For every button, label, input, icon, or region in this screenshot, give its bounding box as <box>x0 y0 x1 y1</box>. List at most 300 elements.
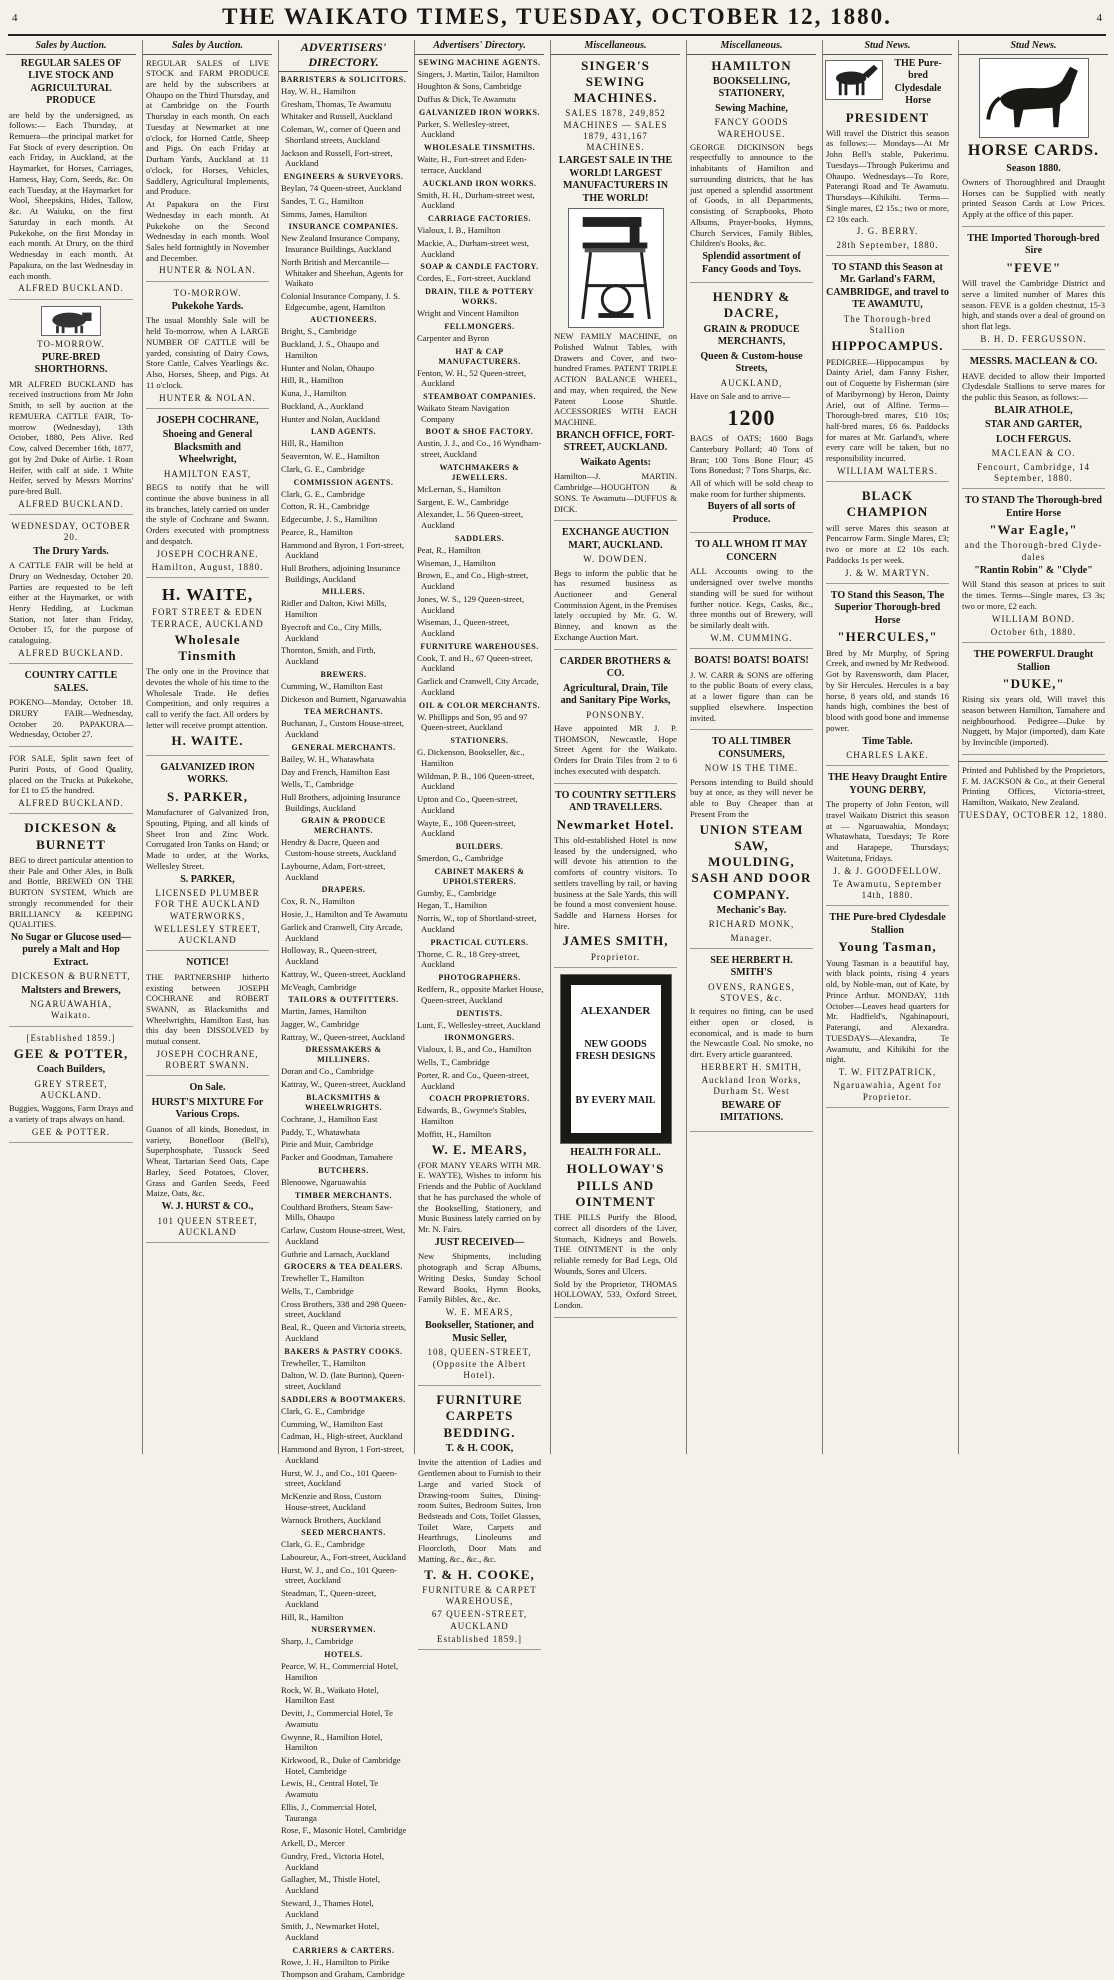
directory-category: SADDLERS & BOOTMAKERS. <box>281 1394 406 1404</box>
directory-category: BAKERS & PASTRY COOKS. <box>284 1346 403 1356</box>
ad-subtitle: HURST'S MIXTURE For Various Crops. <box>151 1096 264 1121</box>
alexander-badge-icon <box>560 974 672 1144</box>
page-number-left: 4 <box>12 12 18 24</box>
ad-subtitle: Shoeing and General Blacksmith and Wheelwright, <box>162 429 253 466</box>
ad-joseph-cochrane <box>146 415 269 578</box>
directory-entry: Buckland, J. S., Ohaupo and Hamilton <box>281 339 379 360</box>
ad-name-2: STAR AND GARTER, <box>985 419 1082 431</box>
ad-kicker: TO-MORROW. <box>173 287 242 298</box>
ad-place: HAMILTON <box>711 57 792 73</box>
directory-entry: Kattray, W., Queen-street, Auckland <box>281 1079 406 1090</box>
directory-entry: Doran and Co., Cambridge <box>281 1066 374 1077</box>
ad-to-all-whom <box>690 539 813 649</box>
ad-hippocampus <box>826 262 949 482</box>
ad-body: J. W. CARR & SONS are offering to the public Boats of every class, at a lower figure than can be supplied elsewhere. Inspection invited. <box>690 669 813 723</box>
directory-category: SEWING MACHINE AGENTS. <box>418 57 541 67</box>
directory-entry: Carlaw, Custom House-street, West, Auckland <box>281 1225 406 1246</box>
ad-drury-yards <box>9 521 133 664</box>
directory-category: BLACKSMITHS & WHEELWRIGHTS. <box>304 1092 383 1112</box>
badge-name: ALEXANDER <box>580 1004 651 1017</box>
ad-pukekohe-yards <box>146 288 269 409</box>
directory-entry: Hill, R., Hamilton <box>281 438 344 449</box>
ad-maclean <box>962 356 1105 489</box>
ad-title: BLACK CHAMPION <box>846 488 929 520</box>
ad-signature: DICKESON & BURNETT, <box>11 971 131 982</box>
ad-signature: WILLIAM WALTERS. <box>837 465 938 476</box>
ad-body: Rising six years old, Will travel this season between Hamilton, Tamahere and neighbourhood. Pedigree—Duke by Nuggett, by Major (imported), dam Kate by Invincible (imported). <box>962 694 1105 748</box>
directory-entry: Colonial Insurance Company, J. S. Edgecumbe, agent, Hamilton <box>281 291 401 312</box>
column-2 <box>142 40 272 1454</box>
ad-signature: W. J. HURST & CO., <box>161 1201 254 1213</box>
directory-entry: Hurst, W. J., and Co., 101 Queen-street, Auckland <box>281 1564 398 1586</box>
badge-goods: NEW GOODS FRESH DESIGNS <box>575 1038 656 1063</box>
ad-title: THE Imported Thorough-bred Sire <box>967 232 1100 257</box>
ad-address: Auckland Iron Works, Durham St. West <box>701 1075 802 1097</box>
ad-role: Bookseller, Stationer, and Music Seller, <box>425 1320 534 1344</box>
ad-body: It requires no fitting, can be used either open or closed, is economical, and is made to burn the Newcastle Coal. No smoke, no dirt. Every article guaranteed. <box>690 1006 813 1060</box>
directory-category: AUCTIONEERS. <box>310 315 377 325</box>
ad-place: PONSONBY. <box>586 709 645 720</box>
ad-footer: Buyers of all sorts of Produce. <box>707 501 796 525</box>
ad-body: BEGS to notify that he will continue the above business in all its branches, lately carried on under the style of Cochrane and Swann. Orders executed with promptness and despatch. <box>146 482 269 546</box>
directory-entry: Parker, S. Wellesley-street, Auckland <box>417 118 510 140</box>
printer-imprint: Printed and Published by the Proprietors, F. M. JACKSON & Co., at their General Printing Offices, Victoria-street, Hamilton, Waikato, New Zealand. <box>962 764 1105 808</box>
ad-feve <box>962 233 1105 350</box>
directory-category: DRAIN, TILE & POTTERY WORKS. <box>425 287 534 307</box>
ad-carder-brothers <box>554 656 677 784</box>
directory-entry: Byecroft and Co., City Mills, Auckland <box>281 621 382 643</box>
ad-kicker: WEDNESDAY, OCTOBER 20. <box>11 521 131 543</box>
directory-entry: Trewheller T., Hamilton <box>281 1273 364 1284</box>
ad-title: The Drury Yards. <box>33 545 109 557</box>
directory-entry: Wiseman, J., Hamilton <box>417 557 496 568</box>
ad-body: REGULAR SALES of LIVE STOCK and FARM PRODUCE are held by the subscribers at Ohaupo on the Third Thursday, and at Cambridge on the Fourth Thursday in each month. On each Tuesday at Newmarket at one o'clock, for Horned Cattle, Sheep and Pigs. On each Friday at Durham Yards, Auckland at 11 o'clock, for Horses, Vehicles, Saddlery, Agricultural Implements, and Produce. <box>146 57 269 197</box>
ad-body: Young Tasman is a beautiful bay, with black points, rising 4 years old, by Noble-man, out of Kate, by Prince Arthur. MONDAY, 11th October—Leaves head quarters for Mr. Hadfield's, Ngahinapouri, Paterangi, and Alexandra. TUESDAYS—Alexandra, Te Awamutu, and Kihikihi for the night. <box>826 957 949 1065</box>
ad-title: THE POWERFUL Draught Stallion <box>973 649 1094 673</box>
section-heading-directory-cont: Advertisers' Directory. <box>415 40 544 55</box>
directory-entry: Simms, James, Hamilton <box>281 208 367 219</box>
ad-title: DICKESON & BURNETT <box>24 820 118 852</box>
column-7 <box>822 40 952 1454</box>
directory-entry: Hendry & Dacre, Queen and Custom-house streets, Auckland <box>281 837 396 859</box>
ad-signature: GEE & POTTER. <box>31 1126 111 1137</box>
directory-category: INSURANCE COMPANIES. <box>288 222 399 232</box>
directory-category: DRESSMAKERS & MILLINERS. <box>305 1045 382 1065</box>
directory-entry: McKenzie and Ross, Custom House-street, Auckland <box>281 1491 382 1512</box>
ad-place: HAMILTON EAST, <box>163 468 252 479</box>
directory-entry: Alexander, L. 56 Queen-street, Auckland <box>417 509 524 531</box>
ad-city: AUCKLAND, <box>720 377 783 388</box>
ad-place: WELLESLEY STREET, AUCKLAND <box>154 923 261 946</box>
directory-entry: Cadman, H., High-street, Auckland <box>281 1431 403 1442</box>
divider <box>959 761 1108 762</box>
directory-category: CARRIERS & CARTERS. <box>292 1945 395 1955</box>
directory-list <box>279 75 408 1980</box>
directory-entry: Wayte, E., 108 Queen-street, Auckland <box>417 817 516 839</box>
ad-stats: SALES 1878, 249,852 MACHINES — SALES 1879, 431,167 MACHINES. <box>563 108 668 152</box>
ad-signature: CHARLES LAKE. <box>846 750 929 761</box>
ad-body: MR ALFRED BUCKLAND has received instructions from Mr John Smith, to sell by auction at the REMUERA CATTLE FAIR, To-morrow (Wednesday), 13th October, 1880, Pets Alive. Red Cow, calved December 16th, 1877, got by 2nd Duke of Airlie. 1 Roan Heifer, with calf at side. 1 White Heifer, served by Messrs Morrins' pure-bred Bull. <box>9 378 133 497</box>
directory-entry: Wells, T., Cambridge <box>417 1057 490 1068</box>
directory-category: GENERAL MERCHANTS. <box>291 742 396 752</box>
ad-signature: T. & H. COOKE, <box>424 1566 535 1582</box>
directory-entry: Moffitt, H., Hamilton <box>417 1128 492 1139</box>
ad-signature: H. WAITE. <box>171 732 244 748</box>
ad-address: 67 QUEEN-STREET, AUCKLAND <box>431 1609 528 1631</box>
ad-signature: HERBERT H. SMITH, <box>701 1061 802 1072</box>
directory-category: DRAPERS. <box>321 885 366 895</box>
ad-title: TO COUNTRY SETTLERS AND TRAVELLERS. <box>555 789 676 814</box>
ad-title: TO STAND The Thorough-bred Entire Horse <box>965 495 1102 519</box>
directory-category: WATCHMAKERS & JEWELLERS. <box>439 462 520 482</box>
ad-kicker: GALVANIZED IRON WORKS. <box>160 761 255 786</box>
directory-entry: Thornton, Smith, and Firth, Auckland <box>281 645 376 667</box>
directory-entry: Sargent, E. W., Cambridge <box>417 496 509 507</box>
directory-entry: Kuna, J., Hamilton <box>281 388 347 399</box>
ad-subtitle: Agricultural, Drain, Tile and Sanitary Pipe Works, <box>560 682 671 707</box>
directory-list <box>415 58 544 1140</box>
directory-category: FURNITURE WAREHOUSES. <box>420 641 539 651</box>
ad-title: SINGER'S SEWING MACHINES. <box>573 57 658 105</box>
directory-entry: W. Phillipps and Son, 95 and 97 Queen-street, Auckland <box>417 711 528 733</box>
ad-note: All of which will be sold cheap to make room for further shipments. <box>690 478 813 499</box>
ad-lead: Have on Sale and to arrive— <box>690 390 790 401</box>
directory-entry: New Zealand Insurance Company, Insurance Buildings, Auckland <box>281 233 400 255</box>
ad-title: REGULAR SALES OF LIVE STOCK AND AGRICULTURAL PRODUCE <box>20 57 122 106</box>
ad-body: POKENO—Monday, October 18. DRURY FAIR—Wednesday, October 20. PAPAKURA—Wednesday, October 27. <box>9 697 133 740</box>
ad-items: BAGS of OATS; 1600 Bags Canterbury Pollard; 40 Tons of Bran; 100 Tons Bone Flour; 45 Tons Bonedust; 7 Tons Sharps, &c. <box>690 433 813 476</box>
directory-entry: Mackie, A., Durham-street west, Auckland <box>417 237 529 259</box>
directory-entry: Sandes, T. G., Hamilton <box>281 195 364 206</box>
ad-body: The usual Monthly Sale will be held To-morrow, when A LARGE NUMBER OF CATTLE will be yarded, consisting of Dairy Cows, Store Cattle, Calves Yearlings &c. Also, Horses, Sheep, and Pigs. At 11 o'clock. <box>146 315 269 390</box>
directory-entry: Wright and Vincent Hamilton <box>417 308 519 319</box>
ad-herbert-smith <box>690 955 813 1132</box>
directory-entry: Cotton, R. H., Cambridge <box>281 501 370 512</box>
directory-entry: Wells, T., Cambridge <box>281 1286 354 1297</box>
ad-subtitle: LICENSED PLUMBER FOR THE AUCKLAND WATERWORKS, <box>154 888 261 921</box>
ad-slogan: No Sugar or Glucose used—purely a Malt and Hop Extract. <box>10 931 132 968</box>
directory-category: TIMBER MERCHANTS. <box>295 1190 392 1200</box>
ad-address: GREY STREET, AUCKLAND. <box>34 1078 108 1100</box>
ad-s-parker <box>146 762 269 951</box>
ad-agent-list: Hamilton—J. MARTIN. Cambridge—HOUGHTON & SONS. Te Awamutu—DUFFUS & DICK. <box>554 471 677 514</box>
ad-title: Pukekohe Yards. <box>171 300 244 312</box>
ad-hamilton-bookselling <box>690 58 813 284</box>
ad-title: COUNTRY CATTLE SALES. <box>24 670 118 694</box>
ad-date: October 6th, 1880. <box>990 626 1077 637</box>
ad-t-h-cook <box>418 1392 541 1650</box>
directory-entry: McLernan, S., Hamilton <box>417 483 501 494</box>
directory-category: CARRIAGE FACTORIES. <box>428 214 531 224</box>
directory-category: HAT & CAP MANUFACTURERS. <box>438 346 521 366</box>
directory-entry: Thompson and Graham, Cambridge <box>281 1969 405 1980</box>
ad-subtitle: Coach Builders, <box>36 1064 106 1076</box>
ad-signature: J. & W. MARTYN. <box>845 567 930 578</box>
ad-puriri-posts <box>9 753 133 814</box>
ad-title: TO Stand this Season, The Superior Thorough-bred Horse <box>830 589 945 626</box>
ad-shorthorns <box>9 339 133 516</box>
ad-extra: Splendid assortment of Fancy Goods and Toys. <box>702 251 801 275</box>
ad-signature: B. H. D. FERGUSSON. <box>980 333 1087 344</box>
directory-entry: Coleman, W., corner of Queen and Shortland streets, Auckland <box>281 124 401 145</box>
directory-entry: Wildman, P. B., 106 Queen-street, Auckland <box>417 770 535 792</box>
ad-body: A CATTLE FAIR will be held at Drury on Wednesday, October 20. Parties are requested to be left either at the Haymarket, or with Henry Hedding, at Luckman Station, not later than Friday, October 15, for the purpose of cataloguing. <box>9 560 133 646</box>
directory-category: GROCERS & TEA DEALERS. <box>284 1262 403 1272</box>
directory-entry: Lunt, F., Wellesley-street, Auckland <box>417 1019 541 1030</box>
ad-signature: ALFRED BUCKLAND. <box>18 647 124 658</box>
directory-entry: Clark, G. E., Cambridge <box>281 488 365 499</box>
ad-h-waite <box>146 584 269 756</box>
ad-subtitle: GRAIN & PRODUCE MERCHANTS, <box>703 323 800 348</box>
directory-entry: Cox, R. N., Hamilton <box>281 896 355 907</box>
ad-name: "HERCULES," <box>837 629 938 645</box>
section-heading-sales: Sales by Auction. <box>143 40 272 55</box>
directory-category: SADDLERS. <box>454 533 505 543</box>
ad-tagline: LARGEST SALE IN THE WORLD! LARGEST MANUFACTURERS IN THE WORLD! <box>558 155 673 204</box>
directory-entry: Hill, R., Hamilton <box>281 1611 344 1622</box>
ad-notice-partnership <box>146 957 269 1076</box>
directory-entry: Laboureur, A., Fort-street, Auckland <box>281 1551 406 1562</box>
directory-entry: Vialoux, I. B., and Co., Hamilton <box>417 1044 532 1055</box>
ad-body: are held by the undersigned, as follows:— Each Thursday, at Remuera—the principal market for Fat Stock of every description. On each Friday, in Auckland, at the Haymarket, for Horses, Carriages, Harness, Hay, Corn, Seeds, &c. On each Tuesday, at the Haymarket for Wool, Sheepskins, Hides, Tallow, &c. At Waiuku, on the first Saturday in each month. At Pukekohe, on the first Monday in each month. At Drury, on the third Wednesday in each month. At Papakura, on the last Wednesday in each month. <box>9 109 133 281</box>
directory-entry: Waite, H., Fort-street and Eden-terrace, Auckland <box>417 154 527 175</box>
directory-category: AUCKLAND IRON WORKS. <box>422 178 537 188</box>
ad-gee-potter <box>9 1033 133 1143</box>
section-heading-stud: Stud News. <box>959 40 1108 55</box>
ad-title: THE Heavy Draught Entire YOUNG DERBY, <box>828 772 947 796</box>
ad-name: Newmarket Hotel. <box>556 816 675 832</box>
directory-entry: Gwynne, R., Hamilton Hotel, Hamilton <box>281 1731 383 1753</box>
horse-engraving-icon <box>825 60 883 100</box>
newspaper-title: THE WAIKATO TIMES, TUESDAY, OCTOBER 12, 1880. <box>222 4 892 29</box>
ad-body: NEW FAMILY MACHINE, on Polished Walnut Tables, with Drawers and Cover, and two-hundred Frames. PATENT TRIPLE ACTION BALANCE WHEEL, and may, when required, the New Patent Loose Shuttle. ACCESSORIES WITH EACH MACHINE. <box>554 331 677 428</box>
ad-signature: JOSEPH COCHRANE, ROBERT SWANN. <box>156 1048 259 1071</box>
ad-subtitle: Time Table. <box>862 735 913 747</box>
ad-address: Sold by the Proprietor, THOMAS HOLLOWAY, 533, Oxford Street, London. <box>554 1278 677 1311</box>
directory-entry: Houghton & Sons, Cambridge <box>417 81 522 92</box>
ad-hendry-dacre <box>690 289 813 533</box>
ad-name: "DUKE," <box>1002 676 1065 692</box>
directory-category: PRACTICAL CUTLERS. <box>430 937 529 947</box>
directory-category: DENTISTS. <box>456 1008 503 1018</box>
ad-war-eagle <box>962 495 1105 643</box>
directory-category: IRONMONGERS. <box>444 1033 515 1043</box>
directory-category: BUILDERS. <box>455 842 504 852</box>
directory-entry: Jagger, W., Cambridge <box>281 1019 360 1029</box>
ad-trade: Wholesale Tinsmith <box>174 631 241 663</box>
ad-title: TO ALL WHOM IT MAY CONCERN <box>695 539 808 563</box>
section-heading-misc: Miscellaneous. <box>551 40 680 55</box>
ad-body: This old-established Hotel is now leased by the undersigned, who will devote his attention to the comforts of country visitors. To settlers travelling by rail, or having business at the Sale Yards, this will be found a most convenient house. Saddle and Harness Horses for hire. <box>554 834 677 931</box>
ad-subtitle: OVENS, RANGES, STOVES, &c. <box>708 981 795 1003</box>
directory-entry: Whitaker and Russell, Auckland <box>281 111 393 122</box>
ad-date: Te Awamutu, September 14th, 1880. <box>832 878 943 901</box>
ad-body: Invite the attention of Ladies and Gentlemen about to Furnish to their Large and varied Stock of Drawing-room Suites, Dining-room Suites, Bedroom Suites, Iron Bedsteads and Cots, Toilet Glasses, Toilet Ware, Carpets and Hearthrugs, Linoleums and Floorcloth, Door Mats and Matting, &c., &c., &c. <box>418 1457 541 1564</box>
ad-body-2: New Shipments, including photograph and Scrap Albums, Writing Desks, Sunday School Reward Books, Hymn Books, Family Bibles, &c., &c. <box>418 1251 541 1305</box>
ad-name: W. DOWDEN. <box>583 554 648 565</box>
directory-entry: Hunter and Nolan, Ohaupo <box>281 362 375 373</box>
directory-entry: Brown, E., and Co., High-street, Auckland <box>417 570 529 592</box>
ad-footer: BEWARE OF IMITATIONS. <box>719 1099 784 1124</box>
ad-firm: UNION STEAM SAW, MOULDING, SASH AND DOOR COMPANY. <box>691 821 812 902</box>
directory-entry: Hull Brothers, adjoining Insurance Buildings, Auckland <box>281 791 401 813</box>
directory-category: BOOT & SHOE FACTORY. <box>425 427 534 437</box>
directory-category: HOTELS. <box>324 1650 363 1660</box>
ad-kicker: NOTICE! <box>186 957 229 969</box>
ad-title: S. PARKER, <box>167 788 248 804</box>
ad-newmarket-hotel <box>554 790 677 968</box>
ad-title: H. WAITE, <box>161 585 254 604</box>
ad-hunter-nolan-sales <box>146 58 269 282</box>
ad-name: "FEVE" <box>1005 259 1062 275</box>
ad-date: Hamilton, August, 1880. <box>151 561 264 572</box>
ad-signature: MACLEAN & CO. <box>991 448 1076 459</box>
directory-entry: Rowe, J. H., Hamilton to Pirike <box>281 1956 390 1967</box>
horse-engraving-icon <box>979 58 1089 138</box>
directory-entry: Cumming, W., Hamilton East <box>281 680 383 691</box>
directory-entry: Seavernton, W. E., Hamilton <box>281 451 380 462</box>
directory-entry: Paddy, T., Whatawhata <box>281 1126 360 1137</box>
ad-address: 108, QUEEN-STREET, (Opposite the Albert Hotel). <box>427 1347 532 1380</box>
directory-entry: Cordes, E., Fort-street, Auckland <box>417 273 531 284</box>
directory-entry: Pearce, R., Hamilton <box>281 526 353 537</box>
directory-entry: Lewis, H., Central Hotel, Te Awamutu <box>281 1778 379 1800</box>
ad-role: Manager. <box>730 932 773 943</box>
section-heading-directory: ADVERTISERS' DIRECTORY. <box>279 40 408 72</box>
ad-body: Will travel the Cambridge District and serve a limited number of Mares this season. FEVE is a golden chestnut, 15-3 high, and stands over a deal of ground on short flat legs. <box>962 278 1105 332</box>
directory-entry: Clark, G. E., Cambridge <box>281 1405 365 1416</box>
ad-country-cattle-sales <box>9 670 133 747</box>
directory-entry: Warnock Brothers, Auckland <box>281 1514 381 1525</box>
directory-entry: Porter, R. and Co., Queen-street, Auckland <box>417 1069 530 1091</box>
ad-agents-heading: Waikato Agents: <box>580 456 651 468</box>
ad-exchange-auction-mart <box>554 527 677 649</box>
ad-title: FURNITURE CARPETS BEDDING. <box>436 1392 523 1440</box>
ad-subtitle-2: FANCY GOODS WAREHOUSE. <box>714 117 789 139</box>
directory-category: GALVANIZED IRON WORKS. <box>419 107 540 117</box>
directory-entry: Gumby, E., Cambridge <box>417 887 497 898</box>
column-4 <box>414 40 544 1644</box>
directory-category: NURSERYMEN. <box>311 1625 376 1635</box>
ad-signature: ALFRED BUCKLAND. <box>18 283 124 294</box>
directory-entry: Pearce, W. H., Commercial Hotel, Hamilton <box>281 1661 399 1682</box>
directory-entry: Kattray, W., Queen-street, Auckland <box>281 968 406 979</box>
directory-entry: Garlick and Cranwell, City Arcade, Auckland <box>417 676 539 697</box>
column-5 <box>550 40 680 1454</box>
ad-body: The only one in the Province that devotes the whole of his time to the Wholesale Trade. He defies Competition, and only requires a call to verify the fact. All orders by letter will receive prompt attention. <box>146 666 269 730</box>
directory-entry: Pirie and Muir, Cambridge <box>281 1139 374 1150</box>
ad-signature: WILLIAM BOND. <box>992 613 1075 624</box>
ad-subtitle: The Thorough-bred Stallion <box>843 313 932 336</box>
directory-entry: Wiseman, J., Queen-street, Auckland <box>417 617 510 638</box>
directory-entry: Rattray, W., Queen-street, Auckland <box>281 1031 405 1042</box>
ad-body: BEG to direct particular attention to their Pale and Other Ales, in Bulk and Bottle, BREWED ON THE BURTON SYSTEM, Which are strongly recommended for their BRILLIANCY & KEEPING QUALITIES. <box>9 854 133 930</box>
directory-entry: Sharp, J., Cambridge <box>281 1636 354 1647</box>
ad-signature: T. W. FITZPATRICK, <box>838 1067 937 1078</box>
directory-entry: Ridler and Dalton, Kiwi Mills, Hamilton <box>281 598 387 620</box>
ad-body: Have appointed MR J. P. THOMSON, Newcastle, Hope Street Agent for the Waikato. Orders for Drain Tiles from 2 to 6 inches executed with despatch. <box>554 722 677 776</box>
ad-name: "War Eagle," <box>989 522 1078 538</box>
section-heading-sales: Sales by Auction. <box>6 40 136 55</box>
directory-entry: Hull Brothers, adjoining Insurance Buildings, Auckland <box>281 562 401 584</box>
sewing-machine-engraving-icon <box>568 208 664 328</box>
directory-entry: G. Dickenson, Bookseller, &c., Hamilton <box>417 747 525 768</box>
ad-name: Young Tasman, <box>838 939 937 955</box>
ad-address: Ngaruawahia, Agent for Proprietor. <box>833 1080 942 1102</box>
directory-category: STATIONERS. <box>450 736 509 746</box>
directory-entry: Redfern, R., opposite Market House, Queen-street, Auckland <box>417 984 544 1005</box>
ad-subtitle: Maltsters and Brewers, <box>21 984 121 996</box>
ad-title: EXCHANGE AUCTION MART, AUCKLAND. <box>562 527 669 551</box>
ad-signature: ALFRED BUCKLAND. <box>18 498 124 509</box>
ad-count: 1200 <box>727 404 776 430</box>
directory-entry: Coulthard Brothers, Steam Saw-Mills, Ohaupo <box>281 1201 393 1223</box>
ad-signature: RICHARD MONK, <box>708 919 795 930</box>
ad-subtitle: Sewing Machine, <box>715 102 788 114</box>
ad-title: SEE HERBERT H. SMITH'S <box>710 954 793 979</box>
directory-entry: Clark, G. E., Cambridge <box>281 1539 365 1550</box>
directory-entry: Devitt, J., Commercial Hotel, Te Awamutu <box>281 1708 393 1729</box>
ad-role: Proprietor. <box>590 951 641 962</box>
directory-entry: Arkell, D., Mercer <box>281 1838 345 1849</box>
ad-title: CARDER BROTHERS & CO. <box>559 655 672 680</box>
ad-subtitle: and the Thorough-bred Clyde-dales <box>964 540 1103 562</box>
directory-entry: Vialoux, I. B., Hamilton <box>417 225 501 236</box>
directory-entry: Gundry, Fred., Victoria Hotel, Auckland <box>281 1850 385 1872</box>
ad-signature: S. PARKER, <box>180 873 235 885</box>
ad-name-1: BLAIR ATHOLE, <box>994 404 1073 416</box>
ad-title: HENDRY & DACRE, <box>712 289 791 321</box>
ad-title: JOSEPH COCHRANE, <box>156 414 259 426</box>
directory-entry: Hay, W. H., Hamilton <box>281 86 356 96</box>
ad-regular-sales <box>9 58 133 300</box>
directory-entry: Duffus & Dick, Te Awamutu <box>417 93 516 104</box>
directory-entry: Martin, James, Hamilton <box>281 1006 367 1017</box>
ad-title: HORSE CARDS. <box>967 141 1100 159</box>
section-heading-misc: Miscellaneous. <box>687 40 816 55</box>
ad-body: Will Stand this season at prices to suit the times. Terms—Single mares, £3 3s; two or more, £2 each. <box>962 579 1105 611</box>
ad-w-e-mears <box>418 1142 541 1387</box>
ad-singer <box>554 58 677 522</box>
column-3 <box>278 40 408 1980</box>
ad-body: THE PARTNERSHIP hitherto existing between JOSEPH COCHRANE and ROBERT SWANN, as Blacksmiths and Wheelwrights, Hamilton East, has this day been DISSOLVED by mutual consent. <box>146 971 269 1047</box>
ad-hurst-mixture <box>146 1082 269 1243</box>
directory-entry: Hunter and Nolan, Auckland <box>281 413 380 424</box>
ad-body: PEDIGREE—Hippocampus by Dainty Ariel, dam Fanny Fisher, out of Coquette by Fisherman (sire of Maribyrnong) by Heron, Dainty Ariel, out of Alfine. Terms—Thorough-bred mares, £10 10s; half-bred mares, £6 6s. Paddocks for mares at Mr. Garland's, where every care will be taken, but no responsibility incurred. <box>826 356 949 464</box>
directory-entry: Gallagher, M., Thistle Hotel, Auckland <box>281 1874 381 1896</box>
directory-category: BUTCHERS. <box>318 1165 369 1175</box>
ad-title: TO STAND this Season at Mr. Garland's FARM, CAMBRIDGE, and travel to TE AWAMUTU, <box>826 261 949 311</box>
ad-body: HAVE decided to allow their Imported Clydesdale Stallions to serve mares for the public this Season, as follows:— <box>962 370 1105 403</box>
ad-signature: JOSEPH COCHRANE. <box>156 548 259 559</box>
page-number-right: 4 <box>1096 12 1102 24</box>
ad-young-tasman <box>826 912 949 1107</box>
directory-entry: Dalton, W. D. (late Burton), Queen-street, Auckland <box>281 1370 405 1392</box>
directory-entry: Upton and Co., Queen-street, Auckland <box>417 794 518 815</box>
directory-category: BREWERS. <box>320 669 367 679</box>
ad-union-steam-saw <box>690 736 813 948</box>
ad-body: (FOR MANY YEARS WITH MR. E. WAYTE), Wishes to inform his Friends and the Public of Auckland that he has purchased the whole of the Bookselling, Stationery, and Music Business lately carried on by Mr. N. Fairs. <box>418 1159 541 1235</box>
ad-names: "Rantin Robin" & "Clyde" <box>974 564 1093 576</box>
directory-category: SOAP & CANDLE FACTORY. <box>420 262 539 272</box>
ad-body: will serve Mares this season at Pencarrow Farm. Single Mares, £3; two or more at £2 10s each. Paddocks 1s per week. <box>826 522 949 565</box>
ad-address: 101 QUEEN STREET, AUCKLAND <box>157 1215 258 1237</box>
ad-dickeson-burnett <box>9 820 133 1026</box>
directory-entry: Garlick and Cranwell, City Arcade, Auckland <box>281 921 403 943</box>
ad-body: GEORGE DICKINSON begs respectfully to announce to the inhabitants of Hamilton and surrounding districts, that he has just opened a splendid assortment of Goods, in all Departments, consisting of Scrapbooks, Photo Albums, Prayer-books, Hymns, Church Services, Family Bibles, Children's Books, &c. <box>690 141 813 249</box>
ad-signature: HUNTER & NOLAN. <box>159 392 256 403</box>
ad-established: [Established 1859.] <box>26 1032 116 1043</box>
